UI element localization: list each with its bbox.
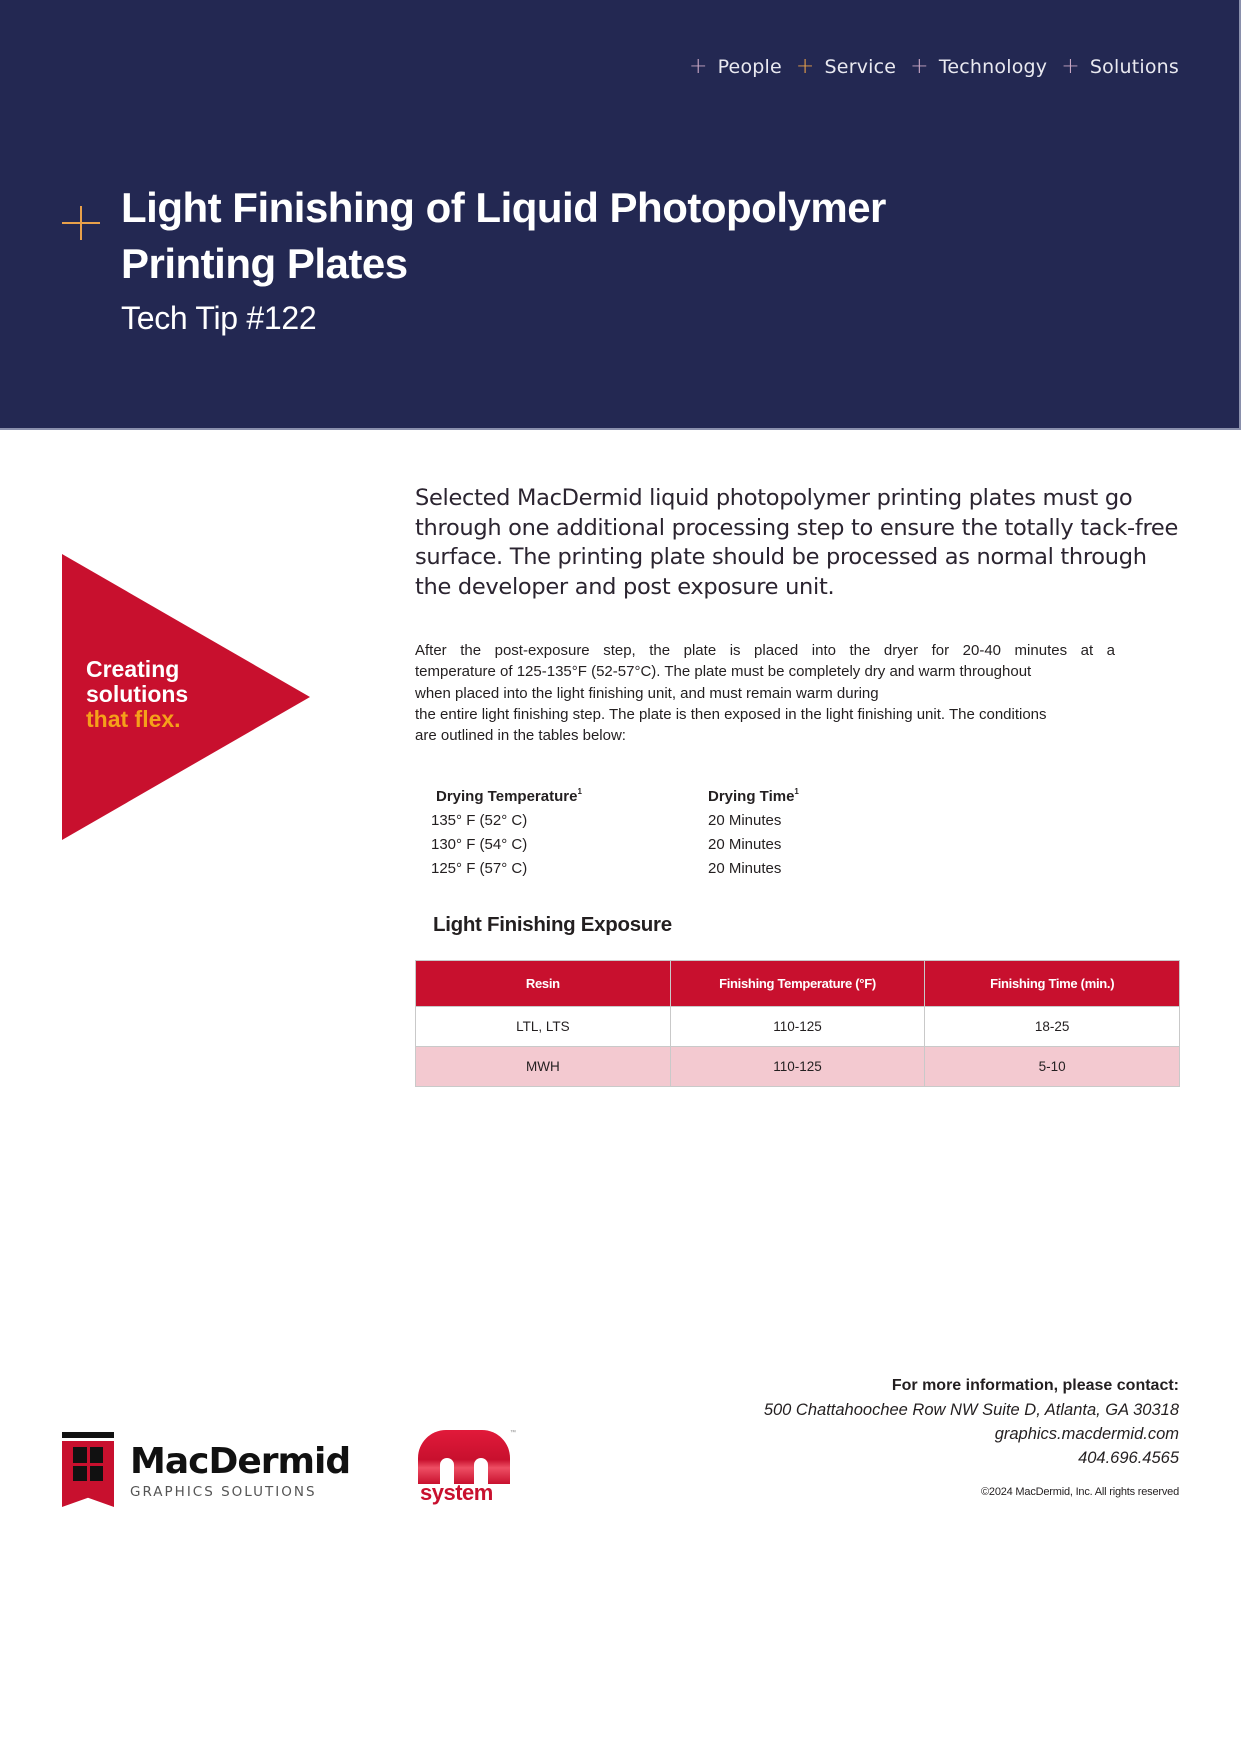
nav-label: Service <box>824 56 897 78</box>
header-cell: Resin <box>416 961 671 1007</box>
header-cell: Finishing Temperature (°F) <box>670 961 925 1007</box>
header-cell: Finishing Time (min.) <box>925 961 1180 1007</box>
drying-table <box>431 784 799 880</box>
table-row <box>431 808 799 832</box>
table-cell: 20 Minutes <box>708 811 782 829</box>
banner-divider <box>0 428 1241 430</box>
nav-label: Technology <box>938 56 1048 78</box>
header-cell: Drying Time$^1$ <box>708 787 799 805</box>
header-cell: Drying Temperature$^1$ <box>436 787 582 805</box>
table-cell: 20 Minutes <box>708 835 782 853</box>
table-cell: 125° F (57° C) <box>431 859 528 877</box>
nav-label: People <box>717 56 782 78</box>
nav-item-technology <box>896 56 1047 78</box>
table-cell: LTL, LTS <box>416 1007 671 1047</box>
footnote-mark: 1 <box>794 787 799 796</box>
table-header-row <box>416 961 1180 1007</box>
m-letter-icon <box>418 1430 510 1484</box>
body-line: After the post-exposure step, the plate is placed into the dryer for 20-40 minutes at a <box>415 642 1115 659</box>
exposure-table <box>415 960 1180 1087</box>
table-cell: 110-125 <box>670 1007 925 1047</box>
table-cell: 18-25 <box>925 1007 1180 1047</box>
body-line: temperature of 125-135°F (52-57°C). The plate must be completely dry and warm throughout <box>415 663 1032 681</box>
title-plus-icon <box>62 206 100 240</box>
table-row <box>416 1047 1180 1087</box>
exposure-table-title: Light Finishing Exposure <box>433 913 672 936</box>
table-cell: 5-10 <box>925 1047 1180 1087</box>
nav-item-solutions <box>1047 56 1179 78</box>
body-line: when placed into the light finishing unit, and must remain warm during <box>415 684 879 702</box>
table-row <box>431 832 799 856</box>
title-line-1: Light Finishing of Liquid Photopolymer <box>121 184 886 231</box>
body-paragraph <box>415 640 1115 746</box>
tagline-line-2: solutions <box>86 681 189 707</box>
nav-label: Solutions <box>1089 56 1179 78</box>
contact-address: 500 Chattahoochee Row NW Suite D, Atlanta, GA 30318 <box>763 1401 1179 1419</box>
trademark-mark: ™ <box>510 1430 516 1436</box>
macdermid-subtitle: GRAPHICS SOLUTIONS <box>130 1484 317 1500</box>
tagline-line-1: Creating <box>86 656 180 682</box>
plus-icon: + <box>688 54 708 79</box>
footnote-mark: 1 <box>577 787 582 796</box>
plus-icon: + <box>1061 54 1080 79</box>
contact-website-link[interactable]: graphics.macdermid.com <box>994 1425 1179 1443</box>
copyright: ©2024 MacDermid, Inc. All rights reserved <box>981 1486 1179 1498</box>
plus-icon: + <box>910 54 929 79</box>
table-cell: 20 Minutes <box>708 859 782 877</box>
contact-phone: 404.696.4565 <box>1078 1449 1179 1467</box>
m-system-wordmark: system <box>420 1480 493 1505</box>
body-line: are outlined in the tables below: <box>415 727 626 745</box>
intro-paragraph: Selected MacDermid liquid photopolymer printing plates must go through one additional processing step to ensure the totally tack-free surface. The printing plate should be processed as normal through the developer and post exposure unit. <box>415 485 1179 600</box>
table-row <box>416 1007 1180 1047</box>
table-cell: 135° F (52° C) <box>431 811 528 829</box>
tagline <box>86 657 188 732</box>
macdermid-logo <box>62 1432 352 1507</box>
table-cell: 130° F (54° C) <box>431 835 528 853</box>
title-line-2: Printing Plates <box>121 240 408 287</box>
nav-item-service <box>782 56 896 78</box>
contact-block <box>764 1374 1179 1498</box>
contact-heading: For more information, please contact: <box>891 1377 1179 1394</box>
body-line: the entire light finishing step. The plate is then exposed in the light finishing unit. The conditions <box>415 705 1047 723</box>
nav-item-people <box>689 56 782 78</box>
table-cell: 110-125 <box>670 1047 925 1087</box>
page-subtitle: Tech Tip #122 <box>121 300 317 336</box>
drying-table-header <box>431 784 799 808</box>
tagline-line-3: that flex. <box>86 706 181 732</box>
page-title <box>121 180 1021 292</box>
m-system-logo <box>418 1430 516 1508</box>
header-tagline-nav <box>689 56 1179 78</box>
macdermid-banner-icon <box>62 1432 114 1507</box>
plus-icon: + <box>795 54 815 79</box>
macdermid-wordmark: MacDermid <box>130 1441 351 1482</box>
table-cell: MWH <box>416 1047 671 1087</box>
table-row <box>431 856 799 880</box>
